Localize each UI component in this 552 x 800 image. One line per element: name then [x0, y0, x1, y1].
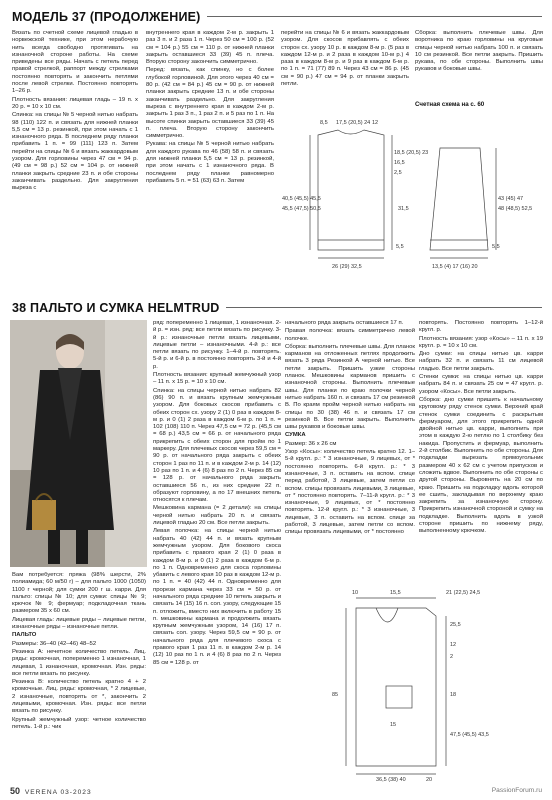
- dim-label: 47,5 (45,5) 43,5: [450, 732, 489, 738]
- dim-label: 18,5 (20,5) 23: [394, 150, 429, 156]
- dim-label: 17,5 (20,5) 24: [336, 120, 371, 126]
- dim-label: 18: [450, 692, 457, 698]
- dim-label: 12: [372, 120, 379, 126]
- dim-label: 40,5 (45,5) 45,5: [282, 196, 321, 202]
- watermark-site: PassionForum.ru: [491, 787, 542, 794]
- text-column-37a: [12, 30, 138, 282]
- page-footer: [10, 786, 542, 796]
- pattern-schematic-38: [286, 586, 544, 782]
- paragraph: СУМКА: [285, 432, 306, 439]
- dim-label: 15,5: [390, 590, 401, 596]
- dim-label: 5,5: [396, 244, 404, 250]
- dim-label: 2,5: [394, 170, 402, 176]
- paragraph: Сборка: дно сумки пришить к начальному круговому ряду стенок сумки. Верхний край стенок сумки соединить с раскрытым фермуаром, для этого прикрепить одной двойной нитью цв. карри, выполнить при этом в каждую 2-ю петлю по 1 столбику без накида. Пропустить и фермуар, выполнить 2-й столбик. Выполнить по обе стороны. Для подкладки вырезать прямоугольник размером 40 x 62 см с учетом припусков и сложить вдвое. Выполнить по обе стороны с другой стороны. Выровнять на 20 см по краю. Пришить на подкладку вдоль которой ее сшить, закладывая по верхнему краю закрепить за изнаночную сторону. Прикрепить изнаночной стороной и сумку на подкладке. Выполнить вдоль в узкой стороне пришить по нижнему ряду, выполненному крючком.: [419, 396, 543, 535]
- paragraph: Спинка: на спицы № 5 черной нитью набрать 98 (110) 122 п. и связать для нижней планки 5,5 см = 13 р. резинкой, при этом начать с 1 изнаночного ряда. В последнем ряду планки прибавить 1 п. = 99 (111) 123 п. Затем перейти на спицы № 6 и вязать жаккардовым узором. Для горловины через 47 см = 94 р. (49 см = 98 р.) 52 см = 104 р. от нижней планки закрыть средние 23 п. и обе стороны заканчивать раздельно. Для закругления выреза с: [12, 112, 138, 192]
- paragraph: начального ряда закрыть оставшиеся 17 п.: [285, 320, 404, 326]
- paragraph: Резинка В: количество петель кратно 4 + 2 кромочные. Лиц. ряды: кромочная, * 2 лицевые, 2 изнаночные, повторять от *, закончить 2 лицевыми, кромочная. Изн. ряды: все петли вязать по рисунку.: [12, 679, 146, 715]
- paragraph: Рукава: на спицы № 5 черной нитью набрать для каждого рукава по 46 (58) 58 п. и связать для нижней планки 5,5 см = 13 р. резинкой, при этом начать с 1 изнаночного ряда. В последнем ряду планки равномерно прибавить 5 п. = 51 (63) 63 п. Затем: [146, 141, 274, 184]
- paragraph: перейти на спицы № 6 и вязать жаккардовым узором. Для скосов прибавлять с обеих сторон сх. узору 10 р. в каждом 8-м р. (5 раз в каждом 12-м р. и 2 раза в каждом 10-м р.) 4 раза в каждом 8-м р. и 9 раз в каждом 6-м р. по 1 п. = 71 (77) 89 п. Через 43 см = 86 р. (45 см = 90 р.) 47 см = 94 р. от планки закрыть петли.: [281, 30, 409, 88]
- text-column-38b: [153, 320, 281, 782]
- text-column-37b: [146, 30, 274, 282]
- text-column-37c: [281, 30, 409, 100]
- dim-label: 12: [450, 642, 457, 648]
- section-header-37: [0, 8, 552, 25]
- text-column-38c: [285, 320, 415, 584]
- model-photo: [10, 320, 147, 567]
- paragraph: Лицевая гладь: лицевые ряды – лицевые петли, изнаночные ряды – изнаночные петли.: [12, 616, 146, 631]
- paragraph: Стенки сумки: на спицы нитью цв. карри набрать 84 п. и связать 25 см = 47 кругл. р. узором «Косы». Все петли закрыть.: [419, 374, 543, 395]
- paragraph: Вам потребуется: пряжа (98% шерсти, 2% полиамида; 60 м/50 г) – для пальто 1000 (1050) 1100 г черной; для сумки 200 г ш. карри. Для пальто: спицы № 10; для сумки: спицы № 9; крючок № 9; фермуар; подкладочная ткань размером 35 х 60 см.: [12, 572, 146, 615]
- dim-label: 15: [390, 722, 397, 728]
- header-rule: [207, 16, 542, 17]
- magazine-brand: VERENA 03-2023: [24, 789, 92, 796]
- paragraph: внутреннего края в каждом 2-м р. закрыть 1 раз 3 п. и 2 раза 1 п. Через 50 см = 100 р. (52 см = 104 р.) 55 см = 110 р. от нижней планки закрыть оставшиеся 33 (39) 45 п. плеча. Вторую сторону закончить симметрично.: [146, 30, 274, 66]
- paragraph: Плотность вязания: лицевая гладь – 19 п. x 20 р. = 10 x 10 см.: [12, 96, 138, 110]
- dim-label: 21 (22,5) 24,5: [446, 590, 481, 596]
- dim-label: 16,5: [394, 160, 405, 166]
- section-title-38: 38 ПАЛЬТО И СУМКА HELMTRUD: [0, 301, 226, 315]
- paragraph: Крупный жемчужный узор: четное количество петель. 1-й р.: чик: [12, 716, 146, 730]
- paragraph: Резинка А: нечетное количество петель. Лиц. ряды: кромочная, попеременно 1 изнаночная, 1 лицевая, 1 изнаночная, кромочная. Изн. ряды: все петли вязать по рисунку.: [12, 648, 146, 677]
- paragraph: Дно сумки: на спицы нитью цв. карри набрать 32 п. и связать 11 см лицевой гладью. Все петли закрыть.: [419, 351, 543, 372]
- dim-label: 43 (45) 47: [498, 196, 524, 202]
- dim-label: 48 (48,5) 52,5: [498, 206, 533, 212]
- dim-label: 20: [426, 777, 433, 782]
- dim-label: 26 (29) 32,5: [332, 264, 362, 270]
- paragraph: Размеры: 36–40 (42–46) 48–52: [12, 640, 97, 647]
- section-header-38: [0, 299, 552, 316]
- dim-label: 10: [352, 590, 359, 596]
- paragraph: Спинка: на спицы черной нитью набрать 82 (86) 90 п. и вязать крупным жемчужным узором. Для боковых скосов прибавить с обеих сторон сх. узору 2 (1) 0 раз в каждом 8-м р. и 0 (1) 2 раза в каждом 6-м р. по 1 п. = 102 (108) 110 п. Через 47,5 см = 72 р. (45,5 см = 68 р.) 43,5 см = 66 р. от начального ряда прикрепить с обеих сторон для пройм по 1 маркеру. Для плечевых скосов через 59,5 см = 90 р. от начального ряда закрыть с обеих сторон 1 раз по 11 п. и в каждом 2-м р. 14 (12) 10 раз по 1 п. и 4 (6) 8 раз по 2 п. Через 85 см = 128 р. от начального ряда закрыть оставшиеся 56 п., из них средние 22 п. образуют горловину, а по 17 внешних петель относятся к плечам.: [153, 387, 281, 504]
- coat-photo-illustration: [10, 320, 147, 567]
- page-number: 50: [10, 786, 21, 796]
- paragraph: Размер: 36 x 26 см: [285, 440, 337, 447]
- dim-label: 5,5: [492, 244, 500, 250]
- paragraph: Сборка: выполнить плечевые швы. Для воротника по краю горловины на круговые спицы черной нитью набрать 100 п. и связать 10 см резинкой. Все петли закрыть. Пришить рукава, по обе стороны. Выполнить швы рукавов и боковые швы.: [415, 30, 543, 73]
- paragraph: Плотность вязания: узор «Косы» – 11 п. x 19 кругл. р. = 10 x 10 см.: [419, 335, 543, 349]
- paragraph: Мешковина кармана (= 2 детали): на спицы черной нитью набрать 20 п. и связать лицевой гладью 20 см. Все петли закрыть.: [153, 505, 281, 527]
- dim-label: 36,5 (38) 40: [376, 777, 406, 782]
- paragraph: ПАЛЬТО: [12, 632, 37, 639]
- dim-label: 2: [450, 654, 454, 660]
- dim-label: 85: [332, 692, 339, 698]
- header-rule: [226, 307, 542, 308]
- dim-label: 31,5: [398, 206, 409, 212]
- dim-label: 8,5: [320, 120, 328, 126]
- paragraph: Сборка: выполнить плечевые швы. Для планок карманов на отложенных петлях продолжить вязать 3 ряда Резинкой А черной нитью. Все петли закрыть. Пришить узкие стороны планок. Мешковины карманов пришить с изнаночной стороны. Выполнить плечевые швы. Для планки по краю полочки черной нитью набрать 160 п. и связать 17 см резинкой В. По краям пройм черной нитью набрать на спицы по 30 (38) 46 п. и связать 17 см резинкой В. Все петли закрыть. Выполнить швы рукавов и боковые швы.: [285, 343, 415, 431]
- paragraph: Вязать по счетной схеме лицевой гладью в норвежской технике, при этом нерабочую нить всегда свободно протягивать на изнаночной стороне работы. На схеме приведены все ряды. Начать с петель перед правой стрелкой, раппорт между стрелками постоянно повторять и закончить петлями после левой стрелки. Постоянно повторять 1–26 р.: [12, 30, 138, 95]
- paragraph: Плотность вязания: крупный жемчужный узор – 11 п. x 15 р. = 10 x 10 см.: [153, 372, 281, 386]
- dim-label: 25,5: [450, 622, 461, 628]
- pattern-schematic-37: [280, 110, 544, 290]
- dim-label: 13,5 (4) 17 (16) 20: [432, 264, 478, 270]
- text-column-38a: [12, 572, 146, 782]
- text-column-38d: [419, 320, 543, 584]
- paragraph: Правая полочка: вязать симметрично левой полочке.: [285, 328, 415, 342]
- section-title-37: МОДЕЛЬ 37 (ПРОДОЛЖЕНИЕ): [0, 10, 207, 24]
- paragraph: Узор «Косы»: количество петель кратно 12. 1–5-й кругл. р.: * 3 изнаночные, 9 лицевых, от * постоянно повторять. 6-й кругл. р.: * 3 изнаночные, 3 п. оставить на вспом. спице перед работой, 3 лицевые, затем петли со вспом. спицы провязать лицевыми, 3 лицевые, от * постоянно повторять. 7–11-й кругл. р.: * 3 изнаночные, 9 лицевых, от * постоянно повторять. 12-й кругл. р.: * 3 изнаночные, 3 лицевые, 3 п. оставить на вспом. спице за работой, 3 лицевые, затем петли со вспом. спицы провязать лицевыми, от * постоянно: [285, 449, 415, 536]
- paragraph: повторять. Постоянно повторять 1–12-й кругл. р.: [419, 320, 543, 334]
- paragraph: Левая полочка: на спицы черной нитью набрать 40 (42) 44 п. и вязать крупным жемчужным узором. Для бокового скоса прибавить с правого края 2 (1) 0 раза в каждом 8-м р. и 0 (1) 2 раза в каждом 6-м р. по 1 п. Одновременно для скоса горловины убавить с левого края 10 раз в каждом 12-м р. по 1 п. = 40 (42) 44 п. Одновременно для прорези кармана через 33 см = 50 р. от начального ряда средние 10 петель закрыть и связать 14 (15) 16 п. сол. узору, следующие 15 п. отложить, вместо них включить в работу 15 п. мешковины кармана и продолжить вязать крупным жемчужным узором, 14 (16) 17 п. связать сол. узору. Через 59,5 см = 90 р. от начального ряда для плечевого скоса с правого края 1 раз 11 п. в каждом 2-м р. 14 (12) 10 раз по 1 п. и 4 (6) 8 раз по 2 п. Через 85 см = 128 р. от: [153, 528, 281, 666]
- paragraph: Перед: вязать, как спинку, но с более глубокой горловиной. Для этого через 40 см = 80 р. (42 см = 84 р.) 45 см = 90 р. от нижней планки закрыть средние 13 п. и обе стороны заканчивать раздельно. Для закругления выреза с внутреннего края в каждом 2-м р. закрыть 1 раз 3 п., 1 раз 2 п. и 5 раз по 1 п. На высоте спинки закрыть оставшиеся 33 (39) 45 п. плеча. Вторую сторону закончить симметрично.: [146, 67, 274, 140]
- paragraph: ряд: попеременно 1 лицевая, 1 изнаночная. 2-й р. = изн. ряд: все петли вязать по рисунку. 3-й р.: изнаночные петли вязать лицевыми, лицевые петли – изнаночными. 4-й р.: все петли вязать по рисунку. 1–4-й р. повторять. 5-й р. и 6-й р. в постоянно повторять 3-й и 4-й р.: [153, 320, 281, 370]
- dim-label: 45,5 (47,5) 50,5: [282, 206, 321, 212]
- chart-reference: Счетная схема на с. 60: [415, 101, 485, 108]
- text-column-37d: [415, 30, 543, 100]
